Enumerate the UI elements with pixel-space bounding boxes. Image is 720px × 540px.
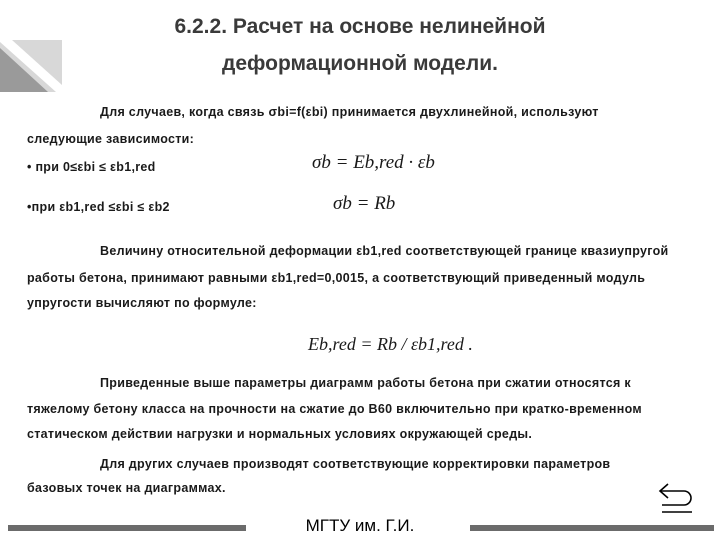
para2-line-3: упругости вычисляют по формуле: (27, 296, 257, 310)
title-line-2: деформационной модели. (222, 52, 498, 75)
formula-sigma-linear: σb = Eb,red · εb (312, 152, 435, 173)
condition-2: •при εb1,red ≤εbi ≤ εb2 (27, 200, 170, 214)
title-line-1: 6.2.2. Расчет на основе нелинейной (174, 15, 546, 38)
formula-reduced-modulus: Eb,red = Rb / εb1,red . (308, 334, 473, 354)
intro-line-1: Для случаев, когда связь σbi=f(εbi) принимается двухлинейной, используют (100, 105, 599, 119)
condition-1: • при 0≤εbi ≤ εb1,red (27, 160, 156, 174)
para4-line-2: базовых точек на диаграммах. (27, 481, 226, 495)
intro-line-2: следующие зависимости: (27, 132, 195, 146)
return-arrow-icon[interactable] (656, 480, 696, 516)
footer-label: МГТУ им. Г.И. (305, 516, 415, 535)
formula-sigma-plastic: σb = Rb (333, 193, 396, 214)
para2-line-2: работы бетона, принимают равными εb1,red=0,0015, а соответствующий приведенный модуль (27, 271, 646, 285)
para3-line-1: Приведенные выше параметры диаграмм работы бетона при сжатии относятся к (100, 376, 631, 390)
footer-bar-right (470, 525, 714, 531)
para3-line-3: статическом действии нагрузки и нормальных условиях окружающей среды. (27, 427, 533, 441)
page-title (60, 8, 660, 82)
para3-line-2: тяжелому бетону класса на прочности на сжатие до В60 включительно при кратко-временном (27, 402, 642, 416)
para4-line-1: Для других случаев производят соответствующие корректировки параметров (100, 457, 611, 471)
para2-line-1: Величину относительной деформации εb1,red соответствующей границе квазиупругой (100, 244, 669, 258)
footer-bar-left (8, 525, 246, 531)
